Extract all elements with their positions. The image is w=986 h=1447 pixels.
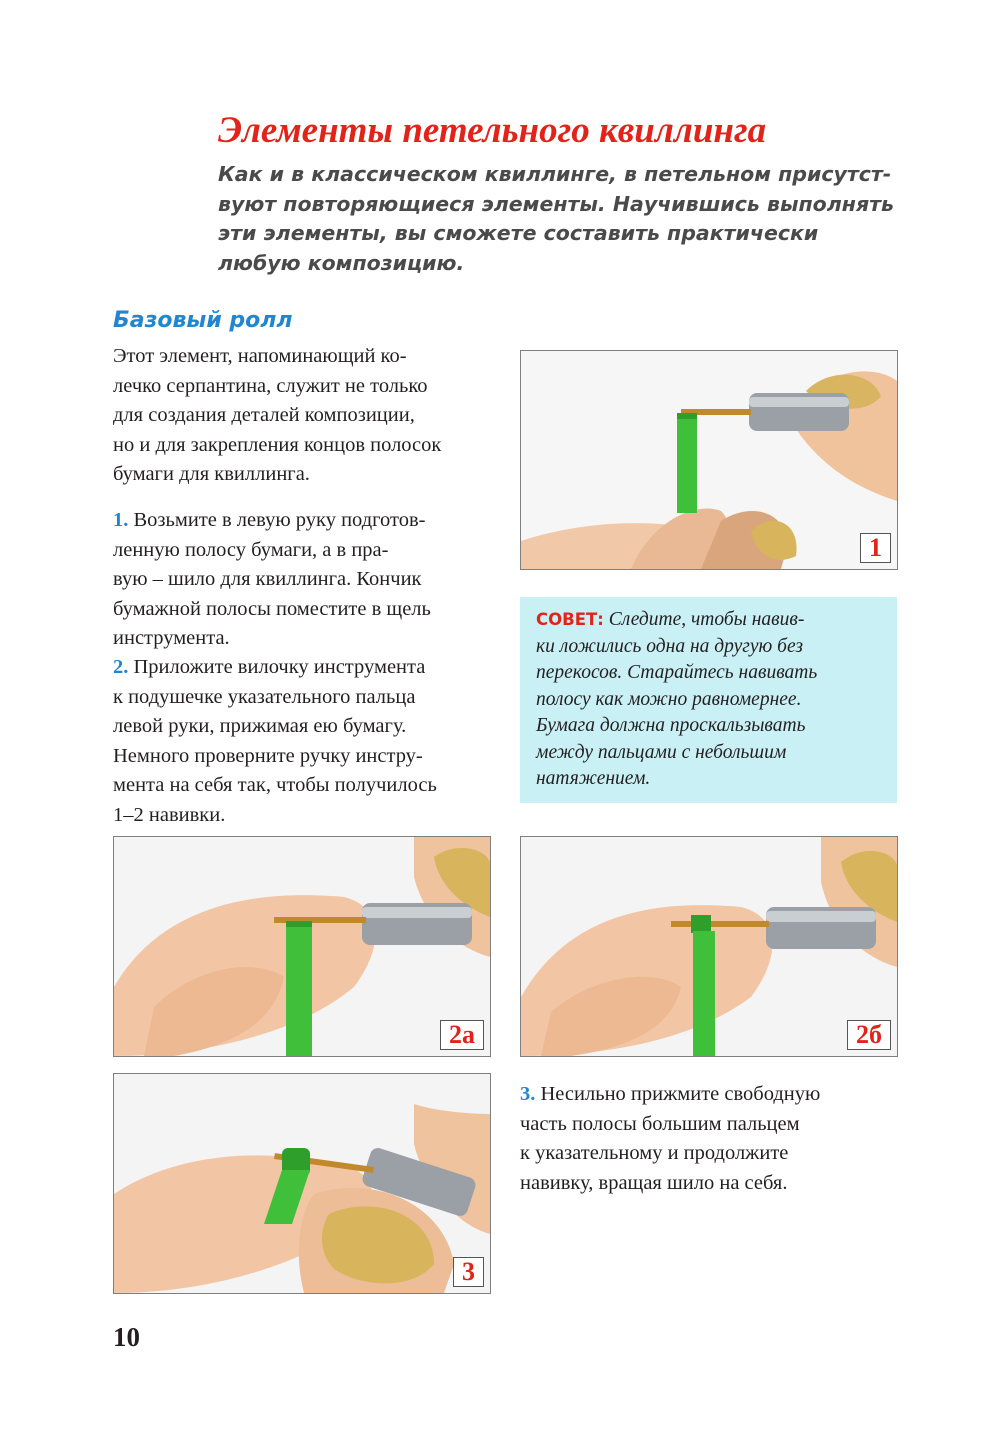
step-number: 2. bbox=[113, 656, 129, 678]
step-line: Немного проверните ручку инстру- bbox=[113, 744, 423, 767]
tip-text: Следите, чтобы навив- bbox=[608, 609, 805, 630]
tip-line: натяжением. bbox=[536, 768, 651, 789]
step-line: навивку, вращая шило на себя. bbox=[520, 1171, 788, 1194]
page-number: 10 bbox=[113, 1322, 140, 1352]
tip-line: Бумага должна проскальзывать bbox=[536, 715, 806, 736]
step-3 bbox=[520, 1080, 900, 1198]
step-line: инструмента. bbox=[113, 627, 230, 649]
hand-tool-illustration bbox=[521, 837, 897, 1056]
photo-label: 2а bbox=[440, 1020, 484, 1050]
step-2 bbox=[113, 653, 503, 830]
tip-line: ки ложились одна на другую без bbox=[536, 635, 803, 657]
photo-label: 3 bbox=[453, 1257, 484, 1287]
step-number: 1. bbox=[113, 509, 129, 531]
intro-text bbox=[218, 160, 908, 278]
step-line: часть полосы большим пальцем bbox=[520, 1112, 800, 1135]
photo-3 bbox=[113, 1073, 491, 1294]
step-text: Приложите вилочку инструмента bbox=[133, 656, 426, 678]
step-line bbox=[113, 653, 503, 683]
tip-line: между пальцами с небольшим bbox=[536, 741, 787, 763]
intro-line: эти элементы, вы сможете составить практически bbox=[218, 221, 819, 245]
photo-label: 1 bbox=[860, 533, 891, 563]
step-number: 3. bbox=[520, 1083, 536, 1105]
step-line: ленную полосу бумаги, а в пра- bbox=[113, 538, 389, 561]
photo-1 bbox=[520, 350, 898, 570]
page-title: Элементы петельного квиллинга bbox=[218, 110, 767, 151]
step-line: к указательному и продолжите bbox=[520, 1142, 789, 1164]
paragraph-line: для создания деталей композиции, bbox=[113, 404, 415, 426]
tip-line: перекосов. Старайтесь навивать bbox=[536, 662, 818, 683]
intro-line: Как и в классическом квиллинге, в петельном присутст- bbox=[218, 162, 892, 186]
photo-2a bbox=[113, 836, 491, 1057]
step-line: 1–2 навивки. bbox=[113, 803, 226, 826]
tip-line bbox=[536, 607, 883, 634]
paragraph-line: бумаги для квиллинга. bbox=[113, 463, 310, 485]
photo-label: 2б bbox=[847, 1020, 891, 1050]
hand-tool-illustration bbox=[114, 1074, 490, 1293]
paragraph-line: лечко серпантина, служит не только bbox=[113, 374, 428, 397]
step-line: вую – шило для квиллинга. Кончик bbox=[113, 568, 422, 590]
paragraph-line: но и для закрепления концов полосок bbox=[113, 433, 442, 456]
tip-line: полосу как можно равномернее. bbox=[536, 688, 802, 710]
intro-line: любую композицию. bbox=[218, 250, 465, 275]
step-line: левой руки, прижимая ею бумагу. bbox=[113, 715, 407, 737]
step-line: бумажной полосы поместите в щель bbox=[113, 597, 431, 620]
step-line: к подушечке указательного пальца bbox=[113, 685, 416, 708]
hand-tool-illustration bbox=[521, 351, 897, 569]
step-line bbox=[113, 506, 503, 536]
intro-paragraph bbox=[113, 342, 503, 490]
step-text: Возьмите в левую руку подготов- bbox=[133, 509, 426, 531]
step-1 bbox=[113, 506, 503, 654]
section-title: Базовый ролл bbox=[113, 308, 293, 333]
tip-box bbox=[520, 597, 897, 803]
step-line bbox=[520, 1080, 900, 1110]
tip-label: СОВЕТ: bbox=[536, 610, 604, 629]
paragraph-line: Этот элемент, напоминающий ко- bbox=[113, 345, 407, 367]
intro-line: вуют повторяющиеся элементы. Научившись выполнять bbox=[218, 191, 894, 216]
photo-2b bbox=[520, 836, 898, 1057]
hand-tool-illustration bbox=[114, 837, 490, 1056]
step-line: мента на себя так, чтобы получилось bbox=[113, 774, 437, 796]
step-text: Несильно прижмите свободную bbox=[540, 1083, 821, 1105]
